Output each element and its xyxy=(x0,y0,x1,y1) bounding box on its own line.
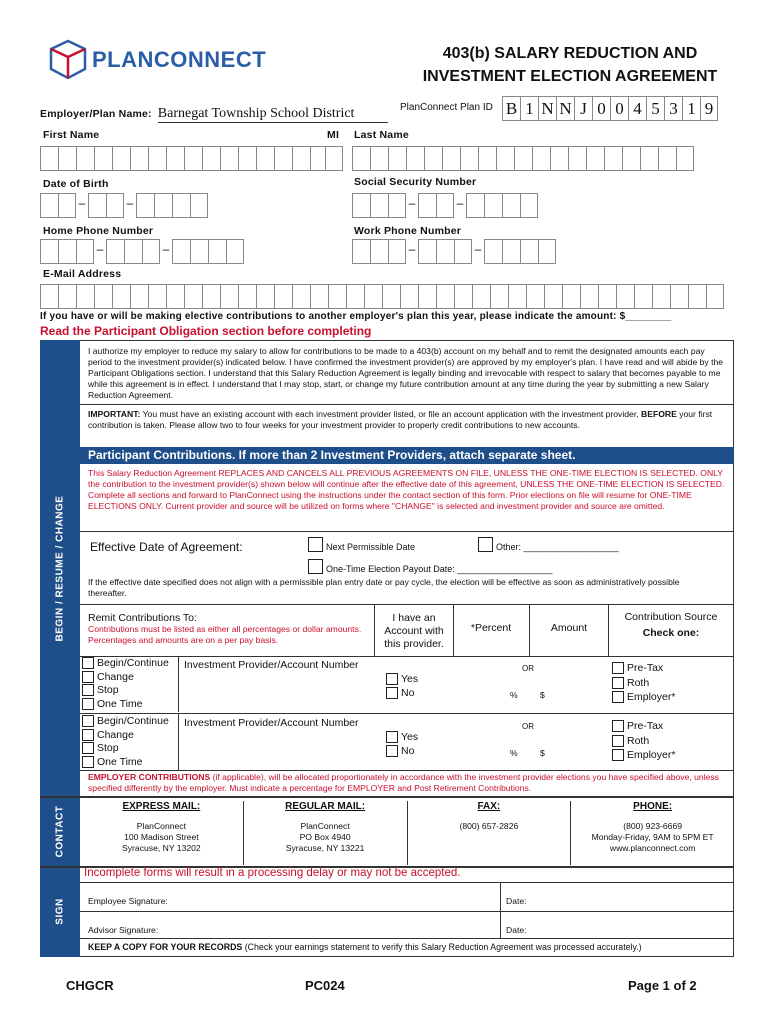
char-box[interactable] xyxy=(550,146,568,171)
char-box[interactable] xyxy=(88,193,106,218)
char-box[interactable] xyxy=(238,284,256,309)
election-checkbox[interactable] xyxy=(82,671,94,683)
have-account-header: I have an Account with this provider. xyxy=(384,612,444,650)
plan-id-char: 9 xyxy=(700,96,718,121)
election-checkbox[interactable] xyxy=(82,742,94,754)
dob-label: Date of Birth xyxy=(43,178,109,190)
char-box[interactable] xyxy=(40,193,58,218)
no-checkbox[interactable] xyxy=(386,687,398,699)
cube-logo-icon xyxy=(48,38,88,82)
logo-text: PLANCONNECT xyxy=(92,47,267,72)
char-box[interactable] xyxy=(94,284,112,309)
election-checkbox[interactable] xyxy=(82,756,94,768)
email-label: E-Mail Address xyxy=(43,268,122,280)
char-box[interactable] xyxy=(526,284,544,309)
other-employer-notice: If you have or will be making elective contributions to another employer's plan this year, please indicate the amount: $________ xyxy=(40,311,672,322)
char-box[interactable] xyxy=(325,146,343,171)
char-box[interactable] xyxy=(352,239,370,264)
char-box[interactable] xyxy=(226,239,244,264)
authorization-text: I authorize my employer to reduce my salary to allow for contributions to be made to a 403(b) account on my behalf and to remit the designated amounts each pay period to the investment provider(s) indicated below. I have confirmed the investment provider(s) are approved by my employer's plan. I have read and will abide by the Participant Obligations section. I understand that this Salary Reduction Agreement is legally binding and irrevocable with respect to salary that becomes payable to me while this agreement is in effect. I understand that I may stop, start, or change my future contribution amount at any time during the year by submitting a new Salary Reduction Agreement. xyxy=(88,346,724,400)
one-time-payout-checkbox[interactable] xyxy=(308,559,323,574)
employer-label: Employer/Plan Name: xyxy=(40,108,152,120)
char-box[interactable] xyxy=(424,146,442,171)
char-box[interactable] xyxy=(106,239,124,264)
election-checkbox[interactable] xyxy=(82,715,94,727)
plan-id-char: J xyxy=(574,96,592,121)
election-option[interactable]: Stop xyxy=(82,742,169,756)
char-box[interactable] xyxy=(670,284,688,309)
has-account-no[interactable]: No xyxy=(386,744,418,758)
side-tab-contact: CONTACT xyxy=(40,796,80,866)
amount-header: Amount xyxy=(550,622,588,634)
char-box[interactable] xyxy=(706,284,724,309)
char-box[interactable] xyxy=(220,284,238,309)
char-box[interactable] xyxy=(154,193,172,218)
plan-id-char: B xyxy=(502,96,520,121)
advisor-date-field[interactable]: Date: xyxy=(506,925,527,935)
char-box[interactable] xyxy=(346,284,364,309)
plan-id-char: N xyxy=(538,96,556,121)
home-phone-label: Home Phone Number xyxy=(43,225,154,237)
char-box[interactable] xyxy=(520,193,538,218)
char-box[interactable] xyxy=(58,284,76,309)
home-phone-field[interactable]: – – xyxy=(40,239,244,264)
yes-checkbox[interactable] xyxy=(386,673,398,685)
char-box[interactable] xyxy=(514,146,532,171)
ssn-label: Social Security Number xyxy=(354,176,477,188)
source-header: Contribution Source Check one: xyxy=(624,611,718,639)
char-box[interactable] xyxy=(328,284,346,309)
char-box[interactable] xyxy=(382,284,400,309)
char-box[interactable] xyxy=(166,146,184,171)
char-box[interactable] xyxy=(124,239,142,264)
plan-id-boxes[interactable] xyxy=(502,96,718,121)
footer-form-number: PC024 xyxy=(305,978,345,993)
election-checkbox[interactable] xyxy=(82,698,94,710)
char-box[interactable] xyxy=(130,146,148,171)
employee-date-field[interactable]: Date: xyxy=(506,896,527,906)
char-box[interactable] xyxy=(454,239,472,264)
char-box[interactable] xyxy=(130,284,148,309)
char-box[interactable] xyxy=(58,146,76,171)
char-box[interactable] xyxy=(256,146,274,171)
plan-id-char: 4 xyxy=(628,96,646,121)
has-account-no[interactable]: No xyxy=(386,686,418,700)
important-text: IMPORTANT: You must have an existing account with each investment provider listed, or file an account application with the investment provider, BEFORE your first contribution is taken. Please allow two to four weeks for your investment provider to properly credit contributions to new accounts. xyxy=(88,409,713,430)
ssn-field[interactable]: – – xyxy=(352,193,538,218)
char-box[interactable] xyxy=(388,239,406,264)
last-name-field[interactable] xyxy=(352,146,694,171)
char-box[interactable] xyxy=(274,284,292,309)
char-box[interactable] xyxy=(364,284,382,309)
char-box[interactable] xyxy=(580,284,598,309)
char-box[interactable] xyxy=(436,284,454,309)
char-box[interactable] xyxy=(112,146,130,171)
char-box[interactable] xyxy=(466,193,484,218)
read-obligation-notice: Read the Participant Obligation section before completing xyxy=(40,324,372,338)
election-option[interactable]: One Time xyxy=(82,698,169,712)
char-box[interactable] xyxy=(388,193,406,218)
work-phone-field[interactable]: – – xyxy=(352,239,556,264)
has-account-yes[interactable]: Yes xyxy=(386,730,418,744)
or-label: OR xyxy=(522,722,534,731)
next-permissible-label: Next Permissible Date xyxy=(326,542,416,552)
char-box[interactable] xyxy=(184,284,202,309)
election-option[interactable]: Change xyxy=(82,671,169,685)
percent-header: *Percent xyxy=(470,622,512,634)
incomplete-forms-notice: Incomplete forms will result in a processing delay or may not be accepted. xyxy=(84,867,461,879)
has-account-yes[interactable]: Yes xyxy=(386,672,418,686)
plan-id-label: PlanConnect Plan ID xyxy=(400,102,493,113)
char-box[interactable] xyxy=(352,146,370,171)
char-box[interactable] xyxy=(58,193,76,218)
char-box[interactable] xyxy=(112,284,130,309)
plan-id-char: 1 xyxy=(520,96,538,121)
char-box[interactable] xyxy=(238,146,256,171)
other-date-label: Other: ___________________ xyxy=(496,542,619,552)
char-box[interactable] xyxy=(208,239,226,264)
dob-field[interactable]: – – xyxy=(40,193,208,218)
char-box[interactable] xyxy=(310,284,328,309)
char-box[interactable] xyxy=(484,239,502,264)
source-checkbox[interactable] xyxy=(612,720,624,732)
char-box[interactable] xyxy=(658,146,676,171)
char-box[interactable] xyxy=(442,146,460,171)
plan-id-char: N xyxy=(556,96,574,121)
source-checkbox[interactable] xyxy=(612,735,624,747)
char-box[interactable] xyxy=(622,146,640,171)
char-box[interactable] xyxy=(490,284,508,309)
effective-date-note: If the effective date specified does not align with a permissible plan entry date or pay cycle, the election will be effective as soon as administratively possible thereafter. xyxy=(88,577,680,598)
side-tab-sign: SIGN xyxy=(40,866,80,957)
char-box[interactable] xyxy=(478,146,496,171)
char-box[interactable] xyxy=(148,146,166,171)
advisor-signature-field[interactable]: Advisor Signature: xyxy=(88,925,159,935)
investment-provider-field[interactable]: Investment Provider/Account Number xyxy=(184,659,359,671)
char-box[interactable] xyxy=(418,193,436,218)
yes-checkbox[interactable] xyxy=(386,731,398,743)
char-box[interactable] xyxy=(148,284,166,309)
char-box[interactable] xyxy=(58,239,76,264)
mi-label: MI xyxy=(327,129,340,141)
char-box[interactable] xyxy=(76,284,94,309)
char-box[interactable] xyxy=(166,284,184,309)
char-box[interactable] xyxy=(454,284,472,309)
plan-id-char: 3 xyxy=(664,96,682,121)
amount-field[interactable]: $ xyxy=(540,748,545,758)
first-name-field[interactable] xyxy=(40,146,328,171)
char-box[interactable] xyxy=(184,146,202,171)
replaces-text: This Salary Reduction Agreement REPLACES AND CANCELS ALL PREVIOUS AGREEMENTS ON FILE, UNLESS THE ONE-TIME ELECTION IS SELECTED. ONLY the contribution to the investment provider(s) shown below will continue after the effective date of this agreement, UNLESS THE ONE-TIME ELECTION IS SELECTED. Complete all sections and forward to PlanConnect using the instructions under the contact section of this form. Prior elections on file will resume for ONE-TIME ELECTIONS ONLY. Current provider and source will be utilized on forms where "CHANGE" is selected and investment provider and source are omitted. xyxy=(88,468,725,511)
char-box[interactable] xyxy=(370,239,388,264)
char-box[interactable] xyxy=(520,239,538,264)
char-box[interactable] xyxy=(370,193,388,218)
char-box[interactable] xyxy=(40,239,58,264)
char-box[interactable] xyxy=(436,193,454,218)
election-option[interactable]: Begin/Continue xyxy=(82,715,169,729)
char-box[interactable] xyxy=(136,193,154,218)
employer-name-field[interactable]: Barnegat Township School District xyxy=(158,106,388,123)
source-checkbox[interactable] xyxy=(612,677,624,689)
char-box[interactable] xyxy=(538,239,556,264)
investment-provider-field[interactable]: Investment Provider/Account Number xyxy=(184,717,359,729)
char-box[interactable] xyxy=(472,284,490,309)
char-box[interactable] xyxy=(502,193,520,218)
contact-fax: FAX: (800) 657-2826 xyxy=(408,801,572,865)
char-box[interactable] xyxy=(436,239,454,264)
char-box[interactable] xyxy=(274,146,292,171)
title-line-2: INVESTMENT ELECTION AGREEMENT xyxy=(422,68,718,85)
contact-regular: REGULAR MAIL: PlanConnect PO Box 4940 Syracuse, NY 13221 xyxy=(244,801,408,865)
char-box[interactable] xyxy=(106,193,124,218)
char-box[interactable] xyxy=(604,146,622,171)
remit-note: Contributions must be listed as either all percentages or dollar amounts. Percentages and amounts are on a per pay basis. xyxy=(88,624,362,645)
char-box[interactable] xyxy=(484,193,502,218)
char-box[interactable] xyxy=(142,239,160,264)
char-box[interactable] xyxy=(76,146,94,171)
no-checkbox[interactable] xyxy=(386,745,398,757)
char-box[interactable] xyxy=(586,146,604,171)
contact-express: EXPRESS MAIL: PlanConnect 100 Madison Street Syracuse, NY 13202 xyxy=(80,801,244,865)
election-checkbox[interactable] xyxy=(82,729,94,741)
election-checkbox[interactable] xyxy=(82,684,94,696)
char-box[interactable] xyxy=(76,239,94,264)
char-box[interactable] xyxy=(502,239,520,264)
char-box[interactable] xyxy=(370,146,388,171)
source-option[interactable]: Roth xyxy=(612,734,675,749)
election-option[interactable]: Stop xyxy=(82,684,169,698)
footer-page-number: Page 1 of 2 xyxy=(628,978,697,993)
percent-field[interactable]: % xyxy=(510,690,518,700)
or-label: OR xyxy=(522,664,534,673)
char-box[interactable] xyxy=(562,284,580,309)
employer-contributions-note: EMPLOYER CONTRIBUTIONS (if applicable), will be allocated proportionately in accordance with the investment provider elections you have specified above, unless specified differently by the employer. Must indicate a percentage for EMPLOYER and Post Retirement Contributions. xyxy=(88,772,719,793)
work-phone-label: Work Phone Number xyxy=(354,225,462,237)
keep-copy-note: KEEP A COPY FOR YOUR RECORDS (Check your earnings statement to verify this Salary Reduction Agreement was processed accurately.) xyxy=(88,942,642,952)
char-box[interactable] xyxy=(256,284,274,309)
char-box[interactable] xyxy=(40,146,58,171)
election-option[interactable]: One Time xyxy=(82,756,169,770)
source-option[interactable]: Employer* xyxy=(612,690,675,705)
char-box[interactable] xyxy=(400,284,418,309)
mi-field[interactable] xyxy=(325,146,343,171)
election-option[interactable]: Begin/Continue xyxy=(82,657,169,671)
char-box[interactable] xyxy=(202,284,220,309)
char-box[interactable] xyxy=(568,146,586,171)
char-box[interactable] xyxy=(496,146,514,171)
char-box[interactable] xyxy=(292,146,310,171)
char-box[interactable] xyxy=(172,239,190,264)
contact-phone: PHONE: (800) 923-6669 Monday-Friday, 9AM to 5PM ET www.planconnect.com xyxy=(591,801,714,853)
plan-id-char: 5 xyxy=(646,96,664,121)
plan-id-char: 1 xyxy=(682,96,700,121)
source-option[interactable]: Pre-Tax xyxy=(612,719,675,734)
side-tab-begin: BEGIN / RESUME / CHANGE xyxy=(40,340,80,796)
form-title xyxy=(380,42,760,88)
contact-table xyxy=(80,801,734,865)
char-box[interactable] xyxy=(532,146,550,171)
char-box[interactable] xyxy=(40,284,58,309)
title-line-1: 403(b) SALARY REDUCTION AND xyxy=(442,45,698,62)
char-box[interactable] xyxy=(418,284,436,309)
source-checkbox[interactable] xyxy=(612,662,624,674)
char-box[interactable] xyxy=(640,146,658,171)
contributions-banner: Participant Contributions. If more than 2 Investment Providers, attach separate sheet. xyxy=(80,447,734,464)
plan-id-char: 0 xyxy=(592,96,610,121)
char-box[interactable] xyxy=(688,284,706,309)
char-box[interactable] xyxy=(652,284,670,309)
char-box[interactable] xyxy=(634,284,652,309)
footer-form-code: CHGCR xyxy=(66,978,114,993)
source-option[interactable]: Pre-Tax xyxy=(612,661,675,676)
other-date-checkbox[interactable] xyxy=(478,537,493,552)
first-name-label: First Name xyxy=(43,129,100,141)
source-option[interactable]: Roth xyxy=(612,676,675,691)
last-name-label: Last Name xyxy=(354,129,409,141)
char-box[interactable] xyxy=(418,239,436,264)
char-box[interactable] xyxy=(190,239,208,264)
char-box[interactable] xyxy=(94,146,112,171)
char-box[interactable] xyxy=(172,193,190,218)
percent-field[interactable]: % xyxy=(510,748,518,758)
amount-field[interactable]: $ xyxy=(540,690,545,700)
char-box[interactable] xyxy=(220,146,238,171)
effective-date-label: Effective Date of Agreement: xyxy=(90,540,243,554)
char-box[interactable] xyxy=(598,284,616,309)
logo xyxy=(48,38,266,82)
contribution-row xyxy=(80,714,734,770)
char-box[interactable] xyxy=(460,146,478,171)
remit-to-label: Remit Contributions To: xyxy=(88,612,197,624)
source-checkbox[interactable] xyxy=(612,691,624,703)
next-permissible-checkbox[interactable] xyxy=(308,537,323,552)
election-checkbox[interactable] xyxy=(82,657,94,669)
plan-id-char: 0 xyxy=(610,96,628,121)
char-box[interactable] xyxy=(352,193,370,218)
char-box[interactable] xyxy=(544,284,562,309)
char-box[interactable] xyxy=(202,146,220,171)
char-box[interactable] xyxy=(388,146,406,171)
char-box[interactable] xyxy=(406,146,424,171)
char-box[interactable] xyxy=(292,284,310,309)
char-box[interactable] xyxy=(190,193,208,218)
source-checkbox[interactable] xyxy=(612,749,624,761)
email-field[interactable] xyxy=(40,284,724,309)
election-option[interactable]: Change xyxy=(82,729,169,743)
char-box[interactable] xyxy=(508,284,526,309)
contribution-row xyxy=(80,656,734,712)
char-box[interactable] xyxy=(616,284,634,309)
source-option[interactable]: Employer* xyxy=(612,748,675,763)
employee-signature-field[interactable]: Employee Signature: xyxy=(88,896,168,906)
char-box[interactable] xyxy=(676,146,694,171)
one-time-payout-label: One-Time Election Payout Date: ___________________ xyxy=(326,563,553,574)
